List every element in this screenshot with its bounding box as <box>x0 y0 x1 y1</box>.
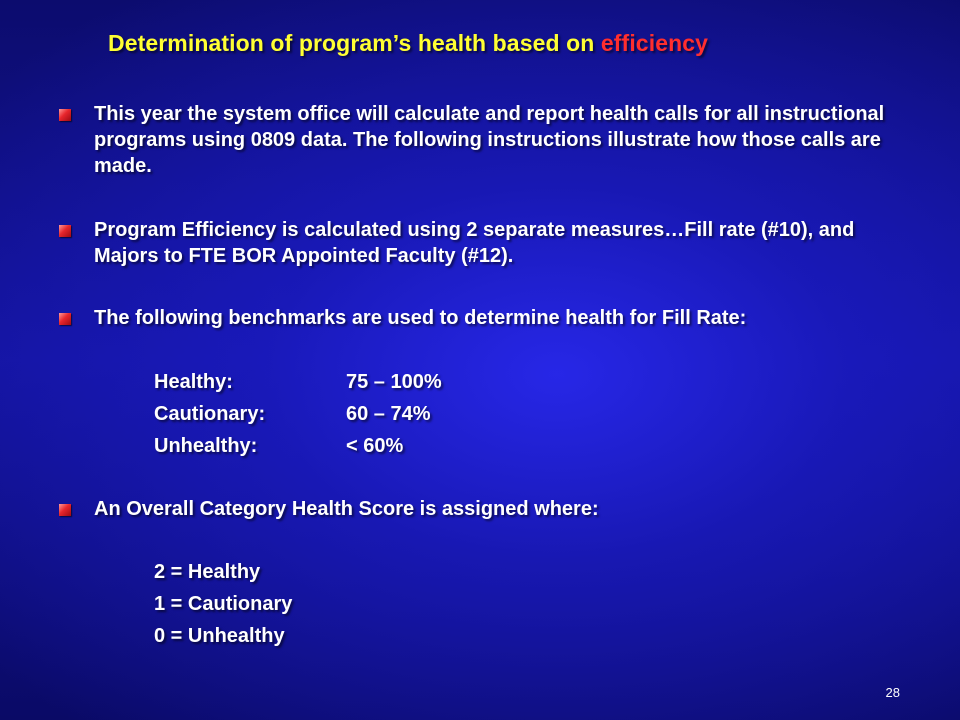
benchmark-row <box>154 433 404 459</box>
score-item: 1 = Cautionary <box>154 593 293 615</box>
bullet-item: The following benchmarks are used to determine health for Fill Rate: <box>94 307 747 329</box>
bullet-marker-icon <box>59 109 71 121</box>
slide-title-main: Determination of program’s health based on <box>108 30 601 56</box>
bullet-marker-icon <box>59 313 71 325</box>
benchmark-label: Cautionary: <box>154 403 266 425</box>
page-number: 28 <box>885 685 900 700</box>
score-item: 0 = Unhealthy <box>154 625 285 647</box>
benchmark-row <box>154 369 442 395</box>
benchmark-label: Healthy: <box>154 371 233 393</box>
benchmark-label: Unhealthy: <box>154 435 258 457</box>
bullet-marker-icon <box>59 225 71 237</box>
slide-title-accent: efficiency <box>600 30 709 56</box>
slide-title <box>108 30 708 57</box>
score-item: 2 = Healthy <box>154 561 261 583</box>
bullet-marker-icon <box>59 504 71 516</box>
bullet-item: An Overall Category Health Score is assigned where: <box>94 498 599 520</box>
bullet-item: Program Efficiency is calculated using 2 separate measures…Fill rate (#10), and Majors to FTE BOR Appointed Faculty (#12). <box>94 219 855 267</box>
benchmark-range: 75 – 100% <box>346 371 442 393</box>
benchmark-range: < 60% <box>346 435 404 457</box>
benchmark-range: 60 – 74% <box>346 403 431 425</box>
bullet-item: This year the system office will calculate and report health calls for all instructional programs using 0809 data. The following instructions illustrate how those calls are made. <box>94 103 885 177</box>
benchmark-row <box>154 401 431 427</box>
